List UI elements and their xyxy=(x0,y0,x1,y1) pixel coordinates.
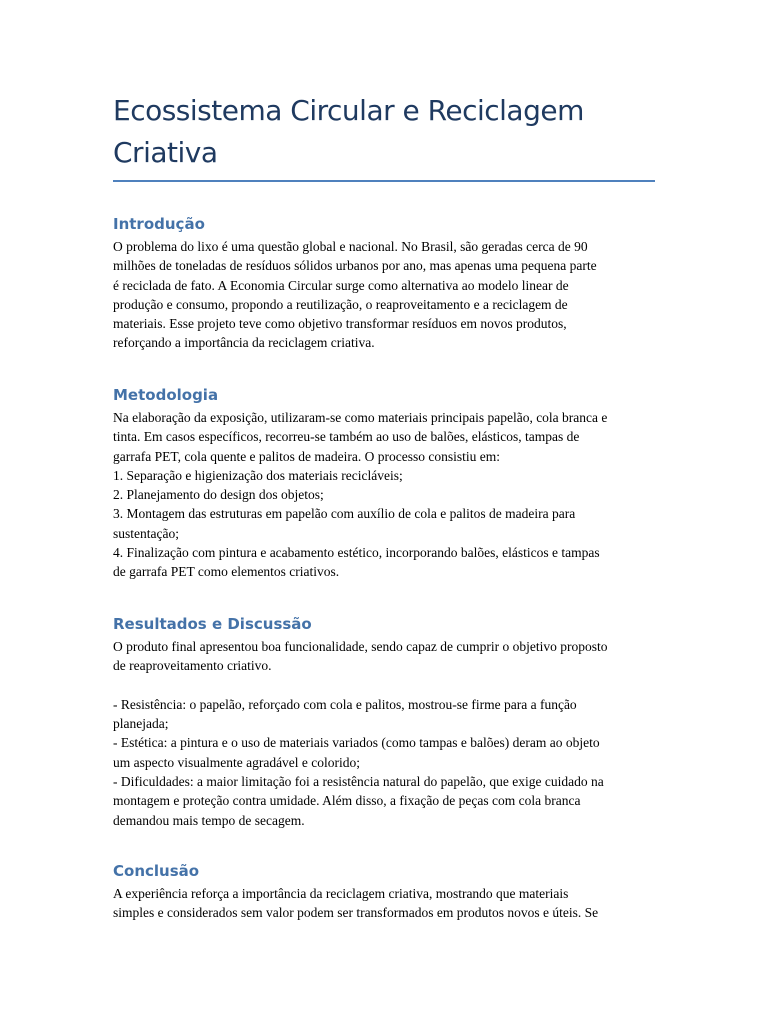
text-line: A experiência reforça a importância da reciclagem criativa, mostrando que materiais xyxy=(113,886,569,901)
text-line: materiais. Esse projeto teve como objetivo transformar resíduos em novos produtos, xyxy=(113,316,567,332)
list-item: planejada; xyxy=(113,716,169,732)
text-line: é reciclada de fato. A Economia Circular surge como alternativa ao modelo linear de xyxy=(113,277,569,293)
list-item: 3. Montagem das estruturas em papelão com auxílio de cola e palitos de madeira para xyxy=(113,506,576,522)
text-line: tinta. Em casos específicos, recorreu-se também ao uso de balões, elásticos, tampas de xyxy=(113,429,580,445)
list-item: 2. Planejamento do design dos objetos; xyxy=(113,487,324,503)
blank-line xyxy=(113,676,607,695)
section-paragraph xyxy=(113,408,607,582)
text-line: reforçando a importância da reciclagem criativa. xyxy=(113,335,375,351)
text-line: produção e consumo, propondo a reutilização, o reaproveitamento e a reciclagem de xyxy=(113,296,568,312)
section-paragraph xyxy=(113,237,597,353)
list-item: - Dificuldades: a maior limitação foi a resistência natural do papelão, que exige cuidado na xyxy=(113,774,604,790)
section-conclusao xyxy=(113,861,598,923)
text-line: de reaproveitamento criativo. xyxy=(113,658,272,674)
section-paragraph xyxy=(113,884,598,923)
title-line: Criativa xyxy=(113,136,218,169)
list-item: 1. Separação e higienização dos materiais recicláveis; xyxy=(113,467,403,483)
list-item: um aspecto visualmente agradável e colorido; xyxy=(113,754,361,770)
text-line: Na elaboração da exposição, utilizaram-se como materiais principais papelão, cola branca e xyxy=(113,410,608,425)
text-line: O produto final apresentou boa funcionalidade, sendo capaz de cumprir o objetivo proposto xyxy=(113,639,608,654)
text-line: garrafa PET, cola quente e palitos de madeira. O processo consistiu em: xyxy=(113,448,500,464)
list-item: montagem e proteção contra umidade. Além disso, a fixação de peças com cola branca xyxy=(113,793,581,809)
title-line: Ecossistema Circular e Reciclagem xyxy=(113,94,584,127)
text-line: simples e considerados sem valor podem ser transformados em produtos novos e úteis. Se xyxy=(113,905,599,921)
text-line: milhões de toneladas de resíduos sólidos urbanos por ano, mas apenas uma pequena parte xyxy=(113,258,597,274)
title-underline-rule xyxy=(113,180,655,182)
list-item: 4. Finalização com pintura e acabamento estético, incorporando balões, elásticos e tampas xyxy=(113,545,600,561)
section-paragraph xyxy=(113,637,607,830)
section-heading: Metodologia xyxy=(113,386,219,404)
document-title xyxy=(113,90,658,174)
list-item: demandou mais tempo de secagem. xyxy=(113,812,305,828)
section-introducao xyxy=(113,214,597,353)
list-item: - Estética: a pintura e o uso de materiais variados (como tampas e balões) deram ao objeto xyxy=(113,735,600,751)
list-item: sustentação; xyxy=(113,525,179,541)
document-body xyxy=(113,90,658,921)
section-resultados xyxy=(113,614,607,830)
list-item: - Resistência: o papelão, reforçado com cola e palitos, mostrou-se firme para a função xyxy=(113,696,577,712)
section-heading: Introdução xyxy=(113,215,205,233)
list-item: de garrafa PET como elementos criativos. xyxy=(113,564,340,580)
text-line: O problema do lixo é uma questão global e nacional. No Brasil, são geradas cerca de 90 xyxy=(113,239,588,254)
section-heading: Resultados e Discussão xyxy=(113,615,312,633)
section-heading: Conclusão xyxy=(113,862,200,880)
section-metodologia xyxy=(113,385,607,582)
